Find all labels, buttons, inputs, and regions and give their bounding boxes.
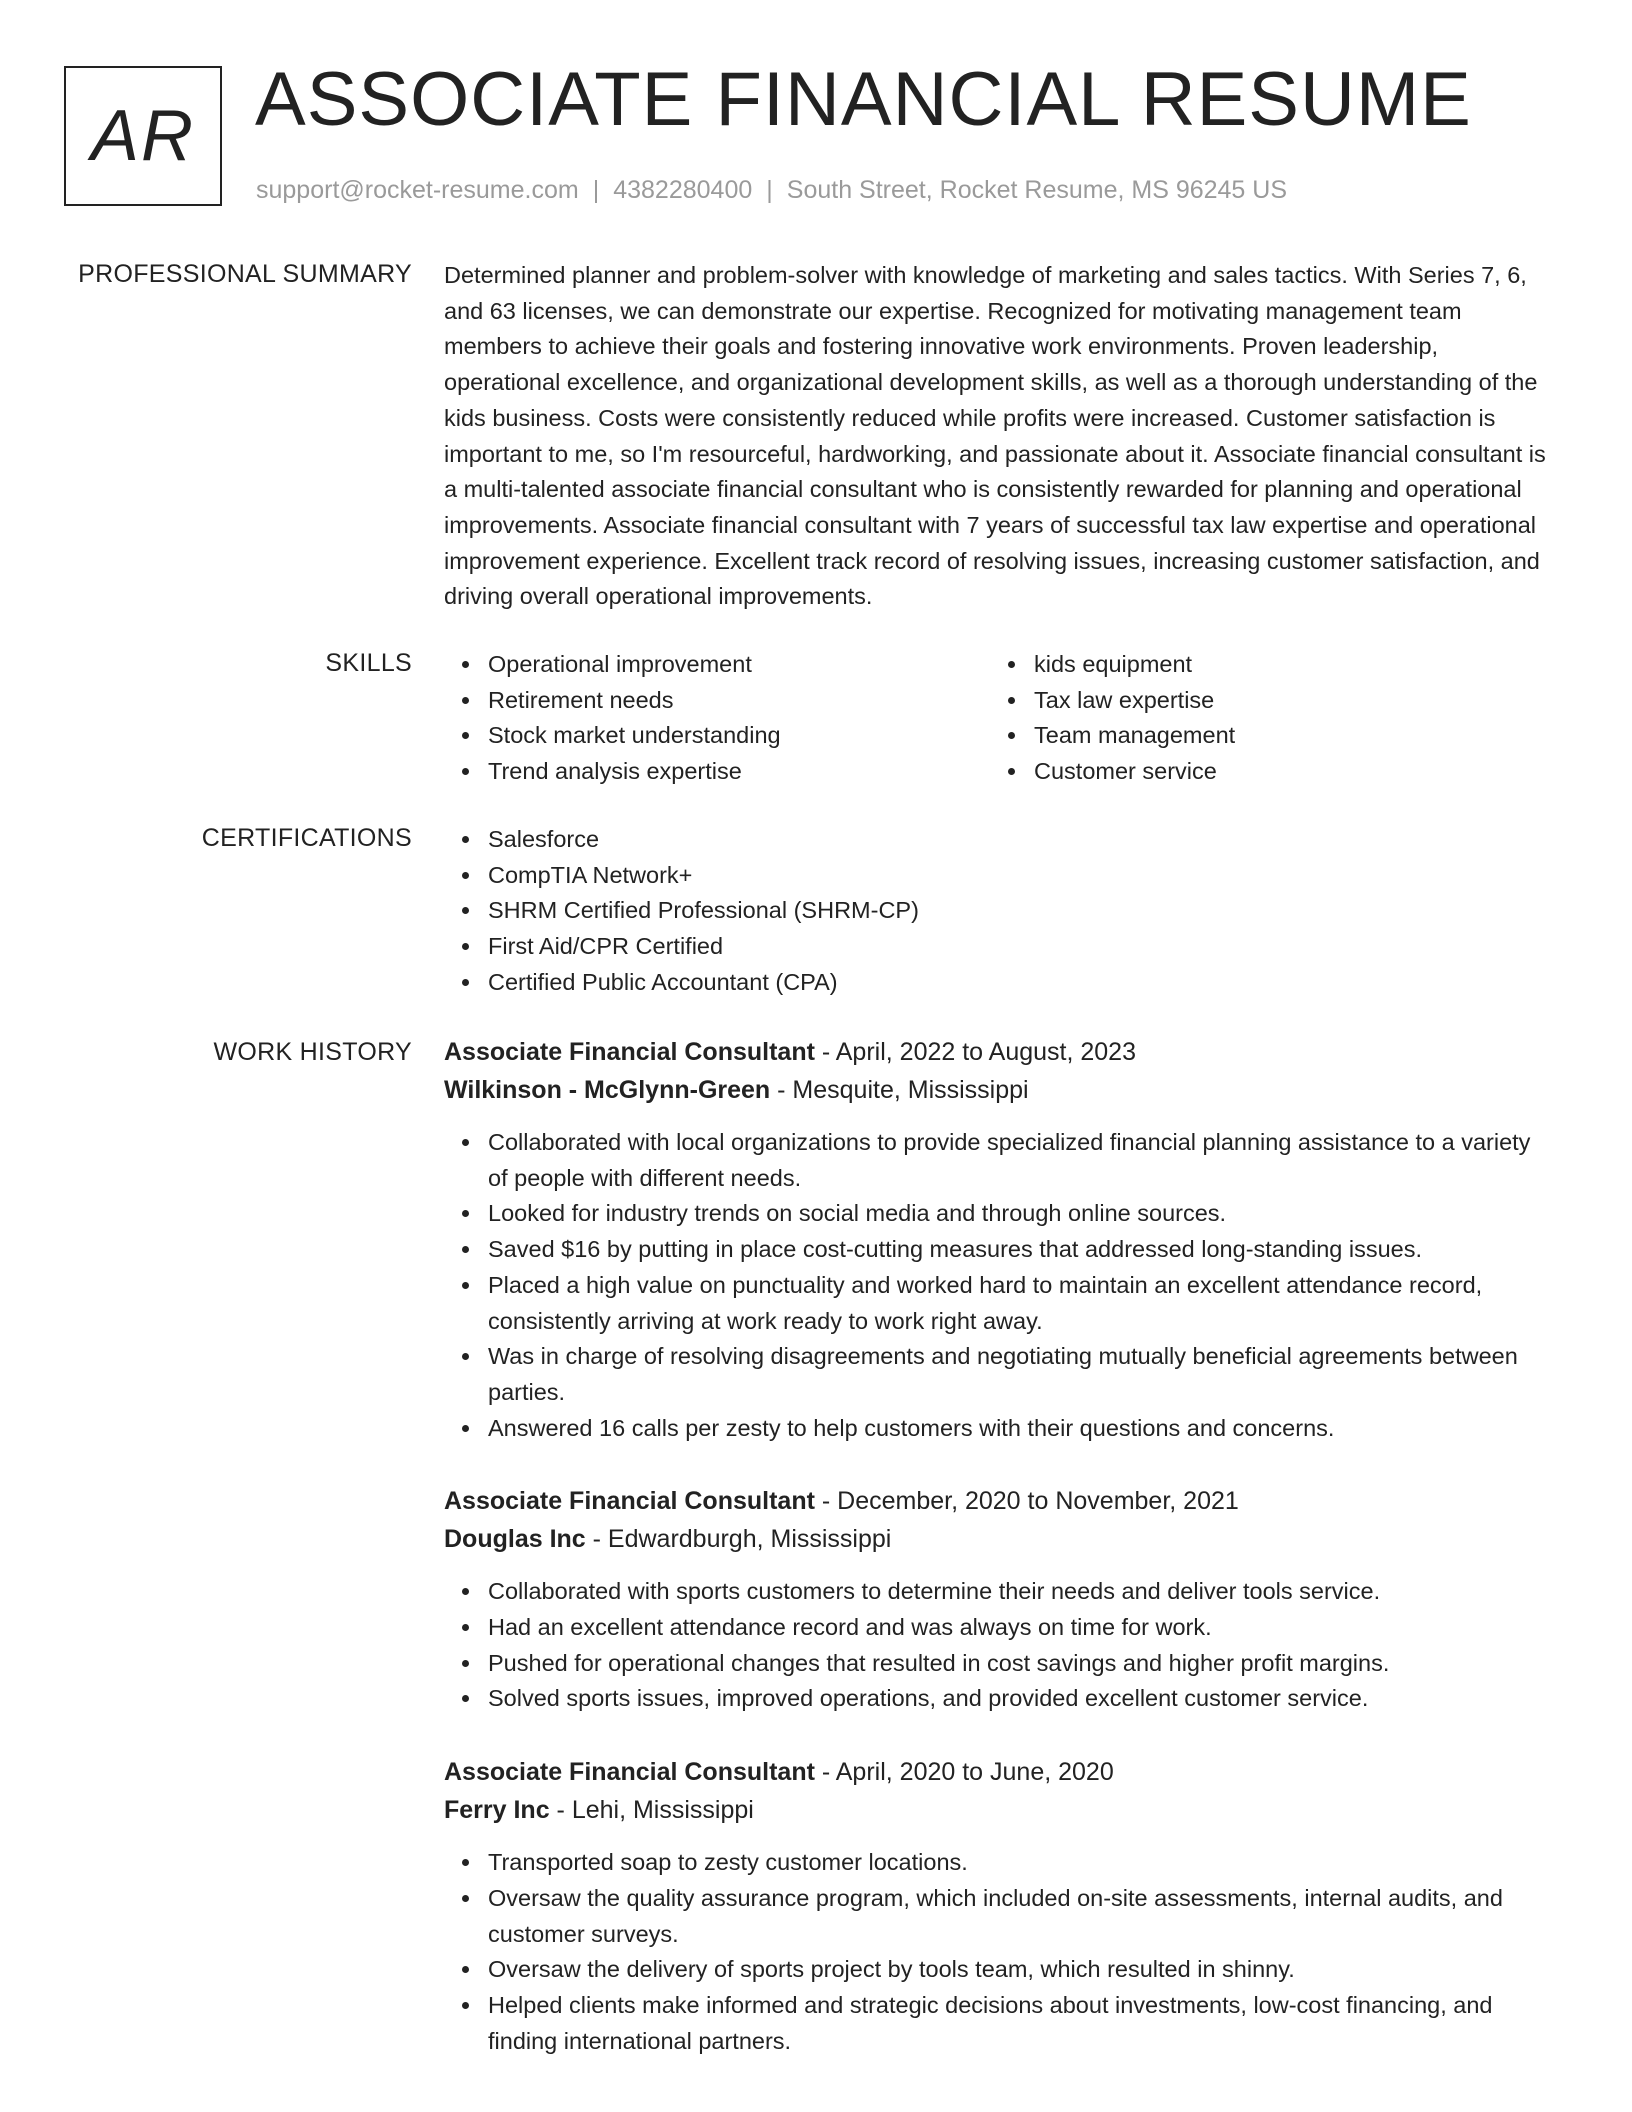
certifications-section xyxy=(444,822,1556,1001)
monogram-box xyxy=(64,66,222,206)
contact-separator: | xyxy=(592,176,600,204)
resume-title: ASSOCIATE FINANCIAL RESUME xyxy=(255,57,1472,142)
certification-item: SHRM Certified Professional (SHRM-CP) xyxy=(488,893,1556,929)
certification-item: Salesforce xyxy=(488,822,1556,858)
summary-text: Determined planner and problem-solver with knowledge of marketing and sales tactics. With Series 7, 6, and 63 licenses, we can demonstrate our expertise. Recognized for motivating management team members to achieve their goals and fostering innovative work environments. Proven leadership, operational excellence, and organizational development skills, as well as a thorough understanding of the kids business. Costs were consistently reduced while profits were increased. Customer satisfaction is important to me, so I'm resourceful, hardworking, and passionate about it. Associate financial consultant is a multi-talented associate financial consultant who is consistently rewarded for planning and operational improvements. Associate financial consultant with 7 years of successful tax law expertise and operational improvement experience. Excellent track record of resolving issues, increasing customer satisfaction, and driving overall operational improvements. xyxy=(444,262,1546,610)
job-bullet: Looked for industry trends on social media and through online sources. xyxy=(488,1196,1556,1232)
job-title: Associate Financial Consultant xyxy=(444,1758,815,1787)
contact-separator: | xyxy=(766,176,773,204)
job-dates: - December, 2020 to November, 2021 xyxy=(814,1487,1239,1516)
job-bullet: Collaborated with local organizations to provide specialized financial planning assistance to a variety of people with different needs. xyxy=(488,1125,1556,1196)
job-company: Ferry Inc xyxy=(444,1796,550,1825)
job-title-line xyxy=(444,1753,1556,1791)
job-bullet: Placed a high value on punctuality and worked hard to maintain an excellent attendance record, consistently arriving at work ready to work right away. xyxy=(488,1268,1556,1339)
skill-item: Tax law expertise xyxy=(1034,683,1536,719)
job-bullets xyxy=(444,1574,1556,1717)
job-bullet: Collaborated with sports customers to determine their needs and deliver tools service. xyxy=(488,1574,1556,1610)
contact-line xyxy=(256,174,1287,206)
job-bullet: Was in charge of resolving disagreements and negotiating mutually beneficial agreements between parties. xyxy=(488,1339,1556,1410)
job-company-line xyxy=(444,1520,1556,1558)
contact-email: support@rocket-resume.com xyxy=(256,176,579,204)
job-bullet: Oversaw the delivery of sports project by tools team, which resulted in shinny. xyxy=(488,1952,1556,1988)
job-bullet: Answered 16 calls per zesty to help customers with their questions and concerns. xyxy=(488,1411,1556,1447)
skills-heading: SKILLS xyxy=(325,649,412,677)
certifications-heading: CERTIFICATIONS xyxy=(201,824,412,852)
job-location: - Edwardburgh, Mississippi xyxy=(585,1525,892,1554)
job-bullet: Oversaw the quality assurance program, which included on-site assessments, internal audits, and customer surveys. xyxy=(488,1881,1556,1952)
contact-phone: 4382280400 xyxy=(613,176,753,204)
job-company-line xyxy=(444,1071,1556,1109)
work-history-heading: WORK HISTORY xyxy=(213,1038,412,1066)
certification-item: First Aid/CPR Certified xyxy=(488,929,1556,965)
job-bullets xyxy=(444,1125,1556,1446)
skill-item: Retirement needs xyxy=(488,683,990,719)
job-bullet: Solved sports issues, improved operations, and provided excellent customer service. xyxy=(488,1681,1556,1717)
job-company: Wilkinson - McGlynn-Green xyxy=(444,1076,771,1104)
skills-section xyxy=(444,647,1556,790)
job-company: Douglas Inc xyxy=(444,1525,586,1554)
job-location: - Lehi, Mississippi xyxy=(549,1796,754,1825)
monogram-initials: AR xyxy=(90,96,196,176)
job-bullet: Had an excellent attendance record and was always on time for work. xyxy=(488,1610,1556,1646)
skill-item: Trend analysis expertise xyxy=(488,754,990,790)
skills-list-left xyxy=(444,647,990,790)
skill-item: kids equipment xyxy=(1034,647,1536,683)
job-location: - Mesquite, Mississippi xyxy=(770,1076,1029,1104)
job-bullets xyxy=(444,1845,1556,2059)
job-bullet: Transported soap to zesty customer locations. xyxy=(488,1845,1556,1881)
job-title-line xyxy=(444,1033,1556,1071)
summary-heading: PROFESSIONAL SUMMARY xyxy=(78,260,412,288)
job-title-line xyxy=(444,1482,1556,1520)
job-dates: - April, 2022 to August, 2023 xyxy=(814,1038,1136,1066)
job-entry xyxy=(444,1482,1556,1717)
job-company-line xyxy=(444,1791,1556,1829)
skill-item: Stock market understanding xyxy=(488,718,990,754)
job-entry xyxy=(444,1753,1556,2059)
job-title: Associate Financial Consultant xyxy=(444,1487,815,1516)
job-bullet: Pushed for operational changes that resulted in cost savings and higher profit margins. xyxy=(488,1646,1556,1682)
skill-item: Operational improvement xyxy=(488,647,990,683)
certifications-list xyxy=(444,822,1556,1001)
certification-item: Certified Public Accountant (CPA) xyxy=(488,965,1556,1001)
summary-section xyxy=(444,258,1556,615)
skill-item: Customer service xyxy=(1034,754,1536,790)
contact-address: South Street, Rocket Resume, MS 96245 US xyxy=(786,176,1288,204)
job-entry xyxy=(444,1033,1556,1446)
job-bullet: Saved $16 by putting in place cost-cutting measures that addressed long-standing issues. xyxy=(488,1232,1556,1268)
job-title: Associate Financial Consultant xyxy=(444,1038,815,1066)
skill-item: Team management xyxy=(1034,718,1536,754)
work-history-section xyxy=(444,1033,1556,2095)
job-bullet: Helped clients make informed and strategic decisions about investments, low-cost financing, and finding international partners. xyxy=(488,1988,1556,2059)
skills-list-right xyxy=(990,647,1536,790)
job-dates: - April, 2020 to June, 2020 xyxy=(814,1758,1114,1787)
certification-item: CompTIA Network+ xyxy=(488,858,1556,894)
